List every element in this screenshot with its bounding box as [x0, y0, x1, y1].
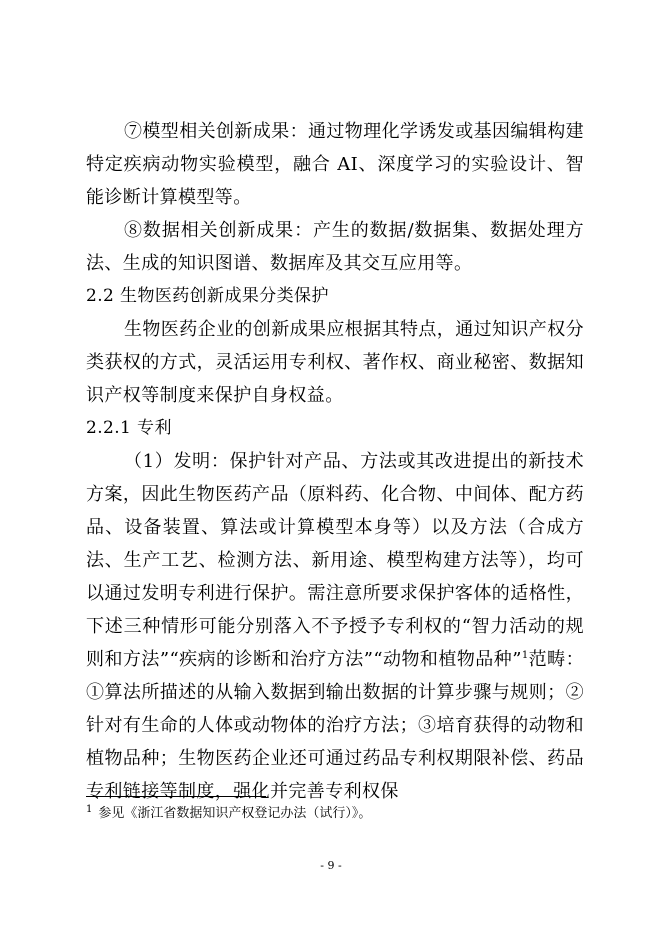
paragraph-invention-part-1: （1）发明：保护针对产品、方法或其改进提出的新技术方案，因此生物医药产品（原料药、化合物、中间体、配方药品、设备装置、算法或计算模型本身等）以及方法（合成方法、生产工艺、检测方法、新用途、模型构建方法等），均可以通过发明专利进行保护。需注意所要求保护客体的适格性，下述三种情形可能分别落入不予授予专利权的“智力活动的规则和方法”“疾病的诊断和治疗方法”“动物和植物品种”	[86, 451, 584, 670]
section-heading-2-2-1: 2.2.1 专利	[86, 418, 172, 438]
footnote	[86, 804, 584, 824]
paragraph-model-innovation: ⑦模型相关创新成果：通过物理化学诱发或基因编辑构建特定疾病动物实验模型，融合 AI、深度学习的实验设计、智能诊断计算模型等。	[86, 121, 584, 208]
paragraph-classified-protection: 生物医药企业的创新成果应根据其特点，通过知识产权分类获权的方式，灵活运用专利权、著作权、商业秘密、数据知识产权等制度来保护自身权益。	[86, 319, 584, 406]
paragraph-invention-part-2: 范畴：①算法所描述的从输入数据到输出数据的计算步骤与规则；②针对有生命的人体或动物体的治疗方法；③培育获得的动物和植物品种；生物医药企业还可通过药品专利权期限补偿、药品专利链接等制度，强化并完善专利权保	[86, 649, 584, 802]
section-heading-2-2: 2.2 生物医药创新成果分类保护	[86, 286, 329, 306]
footnote-text: 参见《浙江省数据知识产权登记办法（试行）》。	[98, 806, 372, 821]
footnote-reference[interactable]: 1	[521, 650, 529, 661]
paragraph-invention	[86, 445, 584, 808]
body-text	[86, 115, 584, 808]
paragraph-data-innovation: ⑧数据相关创新成果：产生的数据/数据集、数据处理方法、生成的知识图谱、数据库及其交互应用等。	[86, 220, 584, 274]
footnote-number: 1	[86, 803, 93, 815]
footnote-divider	[86, 796, 266, 797]
page-number: - 9 -	[320, 859, 342, 872]
